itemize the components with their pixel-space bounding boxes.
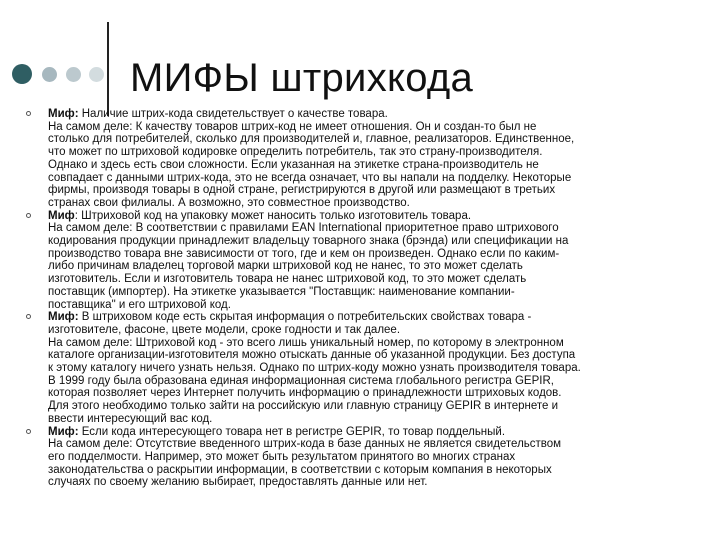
myth-label: Миф <box>48 209 75 222</box>
text-line <box>48 426 712 439</box>
myths-list <box>22 108 712 489</box>
decorative-dot-icon <box>89 67 104 82</box>
text-line <box>48 311 712 324</box>
myth-statement: В штриховом коде есть скрытая информация о потребительских свойствах товара - <box>78 311 532 324</box>
text-line: столько для потребителей, сколько для производителей и, главное, реализаторов. Единственное, <box>48 133 575 146</box>
myth-item-4 <box>22 426 712 490</box>
text-line: поставщик (импортер). На этикетке указывается "Поставщик: наименование компании- <box>48 285 515 298</box>
bullet-icon <box>26 314 31 319</box>
text-line: Однако и здесь есть свои сложности. Если указанная на этикетке страна-производитель не <box>48 158 539 171</box>
text-line: случаях по своему желанию выбирает, предоставлять данные или нет. <box>48 476 428 489</box>
text-line: его подделмости. Например, это может быть результатом принятого во многих странах <box>48 450 516 463</box>
text-line: На самом деле: Штриховой код - это всего лишь уникальный номер, по которому в электронном <box>48 336 564 349</box>
decorative-dot-icon <box>42 67 57 82</box>
bullet-icon <box>26 429 31 434</box>
decorative-dot-icon <box>66 67 81 82</box>
text-line <box>48 210 712 223</box>
text-line: либо причинам владелец торговой марки штриховой код не нанес, то это может сделать <box>48 260 523 273</box>
text-line: производство товара вне зависимости от того, где и кем он произведен. Однако если по каким- <box>48 247 560 260</box>
text-line: изготовителе, фасоне, цвете модели, сроке годности и так далее. <box>48 323 401 336</box>
title-divider-line <box>107 22 109 116</box>
text-line: фирмы, производя товары в одной стране, регистрируются в другой или размещают в третьих <box>48 184 556 197</box>
text-line: Для этого необходимо только зайти на российскую или главную страницу GEPIR в интернете и <box>48 400 559 413</box>
text-line: совпадает с данными штрих-кода, это не всегда означает, что вы напали на подделку. Некоторые <box>48 171 572 184</box>
myth-statement: Наличие штрих-кода свидетельствует о качестве товара. <box>78 108 388 120</box>
text-line: которая позволяет через Интернет получить информацию о принадлежности штриховых кодов. <box>48 387 562 400</box>
myth-label: Миф: <box>48 425 79 438</box>
text-line: что может по штриховой кодировке определить потребитель, так это страну-производителя. <box>48 146 543 159</box>
text-line: На самом деле: К качеству товаров штрих-код не имеет отношения. Он и создан-то был не <box>48 120 537 133</box>
myth-item-1 <box>22 108 712 210</box>
text-line: изготовитель. Если и изготовитель товара не нанес штриховой код, то это может сделать <box>48 273 527 286</box>
text-line: ввести интересующий вас код. <box>48 412 213 425</box>
text-line: к этому каталогу ничего узнать нельзя. Однако по штрих-коду можно узнать производителя товара. <box>48 362 581 375</box>
text-line <box>48 108 712 121</box>
text-line: законодательства о раскрытии информации, в соответствии с которым компания в некоторых <box>48 463 552 476</box>
text-line: На самом деле: В соответствии с правилами EAN International приоритетное право штрихового <box>48 222 559 235</box>
bullet-icon <box>26 213 31 218</box>
myth-label: Миф: <box>48 311 79 324</box>
myth-statement: : Штриховой код на упаковку может наносить только изготовитель товара. <box>74 209 472 222</box>
myth-item-3 <box>22 311 712 425</box>
myth-label: Миф: <box>48 108 79 120</box>
text-line: На самом деле: Отсутствие введенного штрих-кода в базе данных не является свидетельством <box>48 438 562 451</box>
myth-item-2 <box>22 210 712 312</box>
text-line: В 1999 году была образована единая информационная система глобального регистра GEPIR, <box>48 374 554 387</box>
text-line: поставщика" и его штриховой код. <box>48 298 231 311</box>
bullet-icon <box>26 111 31 116</box>
text-line: кодирования продукции принадлежит владельцу товарного знака (брэнда) или спецификации на <box>48 235 569 248</box>
decorative-dot-icon <box>12 64 32 84</box>
myth-statement: Если кода интересующего товара нет в регистре GEPIR, то товар поддельный. <box>78 425 506 438</box>
text-line: каталоге организации-изготовителя можно отыскать данные об указанной продукции. Без доступа <box>48 349 576 362</box>
text-line: странах свои филиалы. А возможно, это совместное производство. <box>48 196 410 209</box>
slide-title: МИФЫ штрихкода <box>130 56 474 100</box>
